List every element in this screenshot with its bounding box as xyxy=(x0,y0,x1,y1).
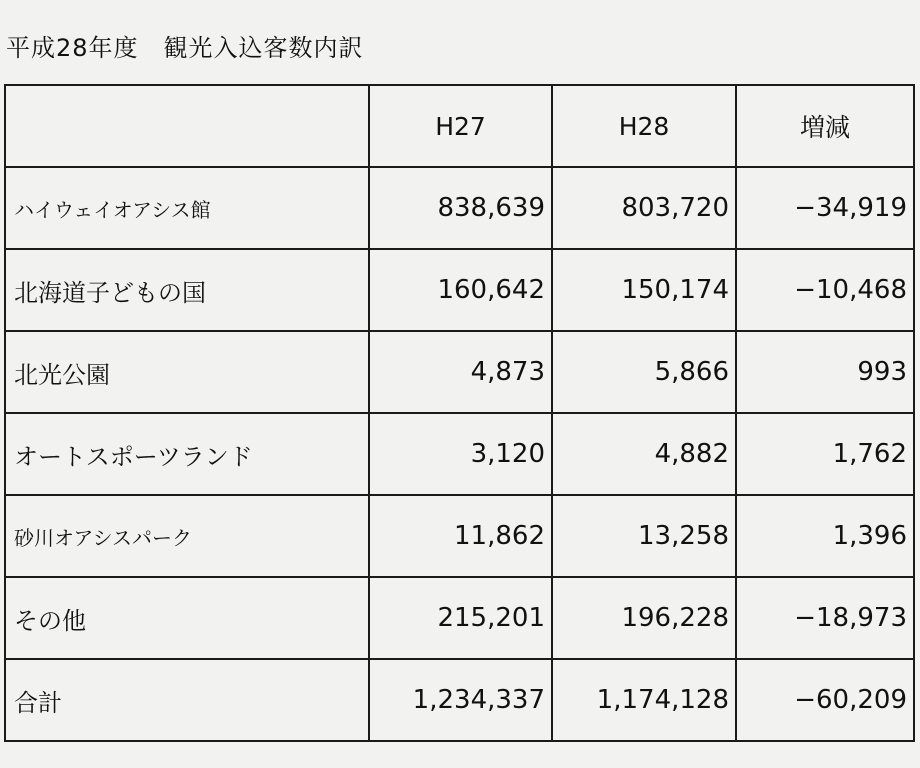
page-title: 平成28年度 観光入込客数内訳 xyxy=(6,34,364,62)
total-label: 合計 xyxy=(5,659,369,741)
change-value: 993 xyxy=(736,331,914,413)
total-h28-value: 1,174,128 xyxy=(552,659,736,741)
facility-name: 北光公園 xyxy=(5,331,369,413)
table-row xyxy=(5,249,914,331)
h27-value: 215,201 xyxy=(369,577,552,659)
header-h27: H27 xyxy=(369,85,552,167)
h27-value: 838,639 xyxy=(369,167,552,249)
total-row xyxy=(5,659,914,741)
h28-value: 5,866 xyxy=(552,331,736,413)
change-value: 1,762 xyxy=(736,413,914,495)
table-row xyxy=(5,495,914,577)
h27-value: 4,873 xyxy=(369,331,552,413)
change-value: −34,919 xyxy=(736,167,914,249)
facility-name: その他 xyxy=(5,577,369,659)
facility-name: オートスポーツランド xyxy=(5,413,369,495)
change-value: −10,468 xyxy=(736,249,914,331)
total-h27-value: 1,234,337 xyxy=(369,659,552,741)
h27-value: 160,642 xyxy=(369,249,552,331)
change-value: −18,973 xyxy=(736,577,914,659)
h27-value: 11,862 xyxy=(369,495,552,577)
header-change: 増減 xyxy=(736,85,914,167)
h28-value: 196,228 xyxy=(552,577,736,659)
header-facility xyxy=(5,85,369,167)
total-change-value: −60,209 xyxy=(736,659,914,741)
table-row xyxy=(5,413,914,495)
change-value: 1,396 xyxy=(736,495,914,577)
h28-value: 13,258 xyxy=(552,495,736,577)
h28-value: 150,174 xyxy=(552,249,736,331)
table-row xyxy=(5,167,914,249)
table-row xyxy=(5,577,914,659)
table-row xyxy=(5,331,914,413)
h28-value: 803,720 xyxy=(552,167,736,249)
header-h28: H28 xyxy=(552,85,736,167)
h28-value: 4,882 xyxy=(552,413,736,495)
table-header-row xyxy=(5,85,914,167)
h27-value: 3,120 xyxy=(369,413,552,495)
visitor-breakdown-table xyxy=(4,84,915,742)
facility-name: ハイウェイオアシス館 xyxy=(5,167,369,249)
facility-name: 砂川オアシスパーク xyxy=(5,495,369,577)
facility-name: 北海道子どもの国 xyxy=(5,249,369,331)
